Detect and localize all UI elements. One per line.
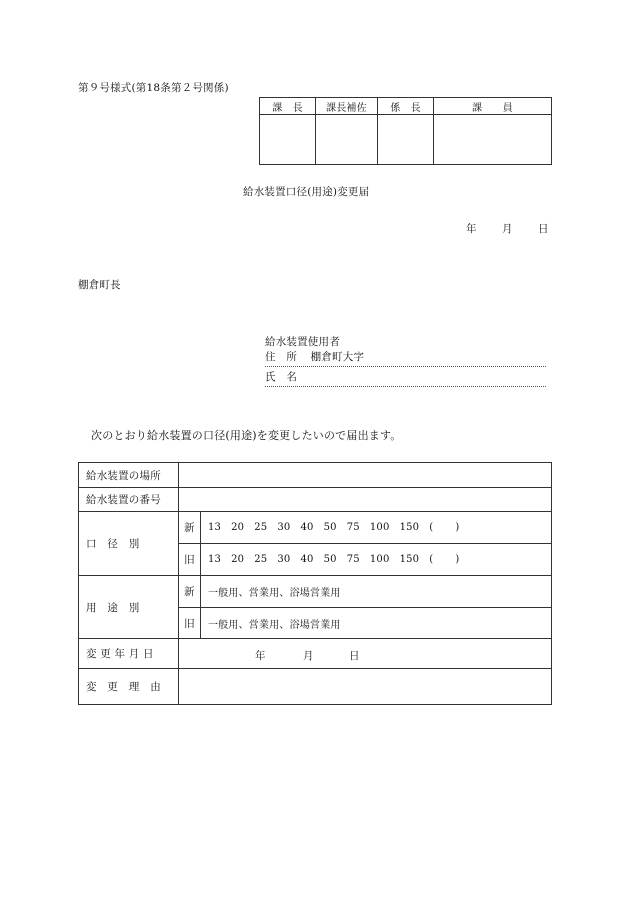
change-date-label: 変 更 年 月 日	[79, 639, 179, 669]
diameter-other-close: )	[455, 522, 460, 533]
applicant-name-label: 氏 名	[265, 371, 298, 383]
usage-new-label: 新	[179, 576, 201, 608]
approval-header-section-chief: 課 長	[260, 98, 316, 115]
diameter-option[interactable]: 100	[369, 522, 390, 533]
usage-label: 用 途 別	[79, 576, 179, 639]
form-number: 第９号様式(第18条第２号関係)	[78, 82, 229, 94]
diameter-label: 口 径 別	[79, 512, 179, 576]
diameter-option[interactable]: 30	[277, 554, 291, 565]
diameter-old-label: 旧	[179, 544, 201, 576]
date-day: 日	[538, 223, 549, 235]
change-date-day: 日	[349, 650, 360, 662]
reason-label: 変 更 理 由	[79, 669, 179, 705]
usage-new-options[interactable]: 一般用、営業用、浴場営業用	[201, 576, 552, 608]
applicant-address-value: 棚倉町大字	[310, 351, 365, 363]
intro-text: 次のとおり給水装置の口径(用途)を変更したいので届出ます。	[91, 429, 402, 442]
document-title: 給水装置口径(用途)変更届	[243, 186, 370, 198]
applicant-heading: 給水装置使用者	[265, 336, 340, 348]
usage-old-options[interactable]: 一般用、営業用、浴場営業用	[201, 608, 552, 639]
diameter-new-options[interactable]	[201, 512, 552, 544]
addressee: 棚倉町長	[78, 279, 121, 291]
diameter-other-open: (	[429, 554, 434, 565]
diameter-option[interactable]: 50	[323, 554, 337, 565]
diameter-option[interactable]: 25	[254, 554, 268, 565]
diameter-option[interactable]: 150	[399, 522, 420, 533]
diameter-option[interactable]: 20	[231, 522, 245, 533]
usage-old-label: 旧	[179, 608, 201, 639]
diameter-option[interactable]: 13	[208, 522, 222, 533]
approval-stamp-table	[259, 97, 552, 165]
diameter-option[interactable]: 100	[369, 554, 390, 565]
diameter-option[interactable]: 20	[231, 554, 245, 565]
change-date-year: 年	[255, 650, 266, 662]
diameter-other-close: )	[455, 554, 460, 565]
change-date-month: 月	[303, 650, 314, 662]
approval-stamp-unit-chief[interactable]	[378, 115, 434, 165]
approval-stamp-staff[interactable]	[434, 115, 552, 165]
diameter-option[interactable]: 150	[399, 554, 420, 565]
diameter-option[interactable]: 40	[300, 522, 314, 533]
diameter-new-label: 新	[179, 512, 201, 544]
number-label: 給水装置の番号	[79, 488, 179, 512]
diameter-option[interactable]: 50	[323, 522, 337, 533]
applicant-address-line[interactable]	[265, 352, 546, 367]
diameter-option[interactable]: 30	[277, 522, 291, 533]
diameter-old-options[interactable]	[201, 544, 552, 576]
diameter-option[interactable]: 25	[254, 522, 268, 533]
change-date-field[interactable]	[179, 639, 552, 669]
diameter-option[interactable]: 40	[300, 554, 314, 565]
diameter-option[interactable]: 75	[346, 522, 360, 533]
location-label: 給水装置の場所	[79, 463, 179, 488]
approval-header-assistant-chief: 課長補佐	[316, 98, 378, 115]
approval-stamp-section-chief[interactable]	[260, 115, 316, 165]
diameter-option[interactable]: 13	[208, 554, 222, 565]
applicant-address-label: 住 所	[265, 351, 298, 363]
diameter-option[interactable]: 75	[346, 554, 360, 565]
applicant-name-line[interactable]	[265, 372, 546, 387]
diameter-other-open: (	[429, 522, 434, 533]
date-month: 月	[502, 223, 513, 235]
location-field[interactable]	[179, 463, 552, 488]
approval-header-unit-chief: 係 長	[378, 98, 434, 115]
main-form-table	[78, 462, 552, 705]
number-field[interactable]	[179, 488, 552, 512]
approval-stamp-assistant-chief[interactable]	[316, 115, 378, 165]
date-year: 年	[466, 223, 477, 235]
reason-field[interactable]	[179, 669, 552, 705]
approval-header-staff: 課 員	[434, 98, 552, 115]
